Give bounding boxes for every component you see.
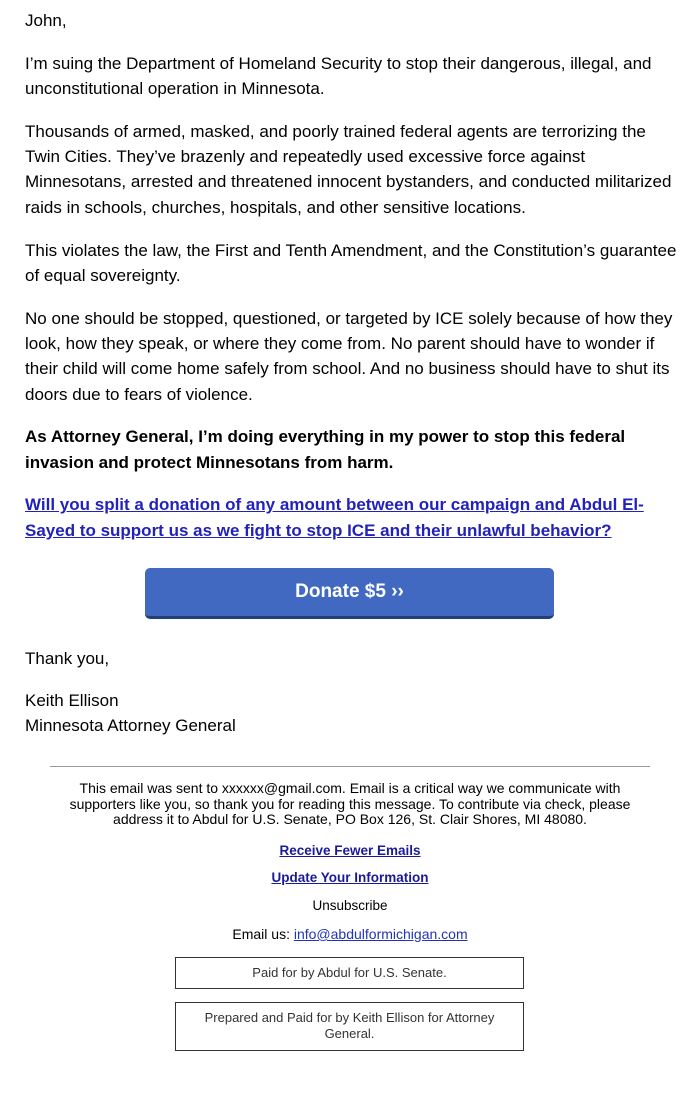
donation-ask-link[interactable]: Will you split a donation of any amount between our campaign and Abdul El-Sayed to support us as we fight to stop ICE and their unlawful behavior? [25,495,644,540]
email-body [25,8,677,561]
paragraph: This violates the law, the First and Tenth Amendment, and the Constitution’s guarantee of equal sovereignty. [25,240,677,285]
paragraph: No one should be stopped, questioned, or targeted by ICE solely because of how they look, how they speak, or where they come from. No parent should have to wonder if their child will come home safely from school. And no business should have to shut its doors due to fears of violence. [25,308,673,404]
disclaimer-box: Prepared and Paid for by Keith Ellison for Attorney General. [175,1002,524,1051]
update-information-link[interactable]: Update Your Information [271,870,429,885]
disclaimer-box: Paid for by Abdul for U.S. Senate. [175,957,524,989]
email-label: Email us: [232,926,290,942]
greeting: John, [25,11,67,30]
signature-title: Minnesota Attorney General [25,716,236,735]
email-us [50,927,650,943]
receive-fewer-emails-link[interactable]: Receive Fewer Emails [279,843,421,858]
bold-statement: As Attorney General, I’m doing everything in my power to stop this federal invasion and protect Minnesotans from harm. [25,427,626,472]
footer-notice: This email was sent to xxxxxx@gmail.com. Email is a critical way we communicate with supporters like you, so thank you for reading this message. To contribute via check, please address it to Abdul for U.S. Senate, PO Box 126, St. Clair Shores, MI 48080. [69,780,631,827]
divider [50,766,650,767]
unsubscribe-link[interactable]: Unsubscribe [312,898,388,913]
paragraph: I’m suing the Department of Homeland Security to stop their dangerous, illegal, and unconstitutional operation in Minnesota. [25,53,652,99]
signature-name: Keith Ellison [25,691,119,710]
donate-button[interactable]: Donate $5 ›› [145,568,554,619]
email-link[interactable]: info@abdulformichigan.com [293,926,468,942]
paragraph: Thousands of armed, masked, and poorly trained federal agents are terrorizing the Twin Cities. They’ve brazenly and repeatedly used excessive force against Minnesotans, arrested and threatened innocent bystanders, and conducted militarized raids in schools, churches, hospitals, and other sensitive locations. [25,121,672,217]
closing: Thank you, [25,649,110,668]
